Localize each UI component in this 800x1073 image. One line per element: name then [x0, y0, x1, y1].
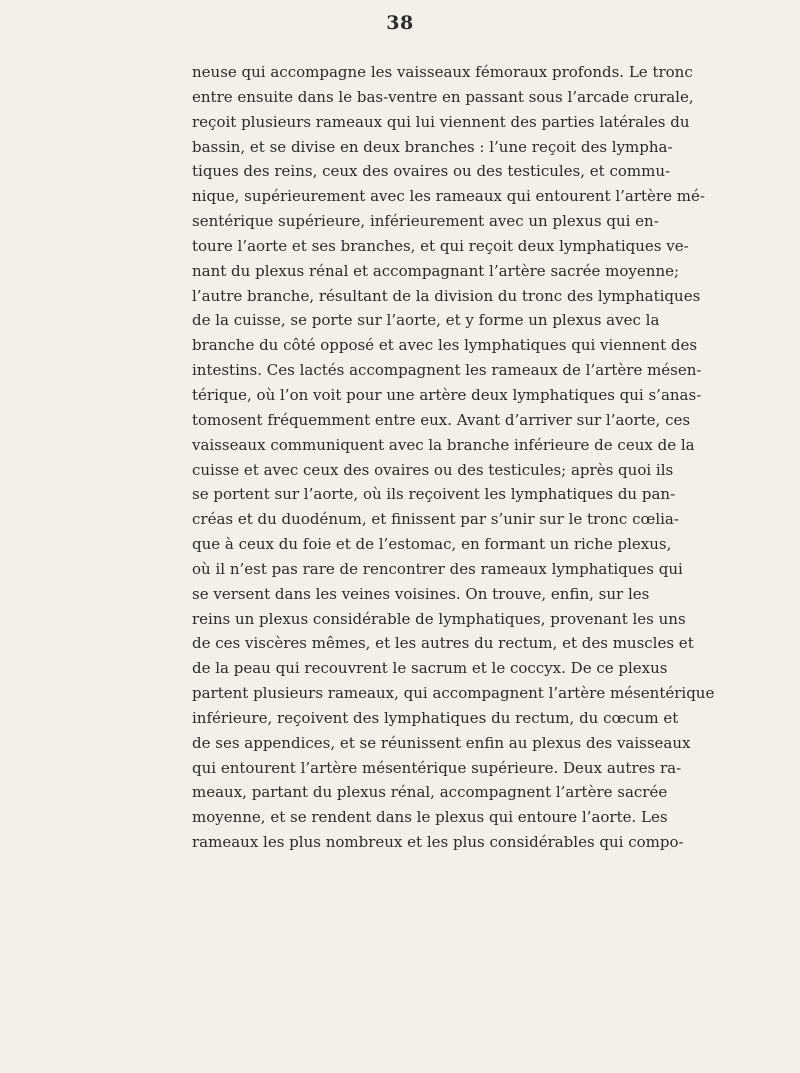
text-line: neuse qui accompagne les vaisseaux fémoraux profonds. Le tronc [192, 63, 693, 81]
text-line: créas et du duodénum, et finissent par s’unir sur le tronc cœlia- [192, 510, 679, 529]
text-line: rameaux les plus nombreux et les plus considérables qui compo- [192, 833, 684, 852]
text-line: tomosent fréquemment entre eux. Avant d’arriver sur l’aorte, ces [192, 410, 691, 429]
text-line: l’autre branche, résultant de la division du tronc des lymphatiques [192, 286, 701, 305]
text-line: branche du côté opposé et avec les lymphatiques qui viennent des [192, 336, 698, 355]
text-line: nant du plexus rénal et accompagnant l’artère sacrée moyenne; [192, 261, 680, 280]
text-line: partent plusieurs rameaux, qui accompagnent l’artère mésentérique [192, 684, 715, 703]
page-number: 38 [386, 12, 414, 34]
text-line: de la cuisse, se porte sur l’aorte, et y forme un plexus avec la [192, 311, 660, 330]
text-line: inférieure, reçoivent des lymphatiques du rectum, du cœcum et [192, 708, 679, 727]
body-text [192, 60, 715, 855]
text-line: où il n’est pas rare de rencontrer des rameaux lymphatiques qui [192, 559, 683, 578]
text-line: sentérique supérieure, inférieurement avec un plexus qui en- [192, 212, 659, 231]
text-line: cuisse et avec ceux des ovaires ou des testicules; après quoi ils [192, 460, 674, 479]
text-line: qui entourent l’artère mésentérique supérieure. Deux autres ra- [192, 758, 682, 777]
text-line: tiques des reins, ceux des ovaires ou des testicules, et commu- [192, 162, 671, 181]
text-line: intestins. Ces lactés accompagnent les rameaux de l’artère mésen- [192, 361, 702, 380]
text-line: de ces viscères mêmes, et les autres du rectum, et des muscles et [192, 634, 694, 653]
text-line: se versent dans les veines voisines. On trouve, enfin, sur les [192, 584, 650, 603]
text-line: que à ceux du foie et de l’estomac, en formant un riche plexus, [192, 535, 672, 554]
text-line: moyenne, et se rendent dans le plexus qui entoure l’aorte. Les [192, 808, 668, 827]
text-line: toure l’aorte et ses branches, et qui reçoit deux lymphatiques ve- [192, 236, 689, 255]
text-line: vaisseaux communiquent avec la branche inférieure de ceux de la [192, 435, 695, 454]
text-line: entre ensuite dans le bas-ventre en passant sous l’arcade crurale, [192, 87, 694, 106]
text-line: reçoit plusieurs rameaux qui lui viennent des parties latérales du [192, 112, 690, 131]
text-line: térique, où l’on voit pour une artère deux lymphatiques qui s’anas- [192, 385, 702, 404]
text-line: reins un plexus considérable de lymphatiques, provenant les uns [192, 609, 686, 628]
text-line: de la peau qui recouvrent le sacrum et le coccyx. De ce plexus [192, 659, 668, 678]
text-line: nique, supérieurement avec les rameaux qui entourent l’artère mé- [192, 187, 705, 206]
text-line: se portent sur l’aorte, où ils reçoivent les lymphatiques du pan- [192, 485, 676, 504]
text-line: meaux, partant du plexus rénal, accompagnent l’artère sacrée [192, 783, 668, 802]
text-line: de ses appendices, et se réunissent enfin au plexus des vaisseaux [192, 733, 691, 752]
text-line: bassin, et se divise en deux branches : l’une reçoit des lympha- [192, 137, 673, 156]
